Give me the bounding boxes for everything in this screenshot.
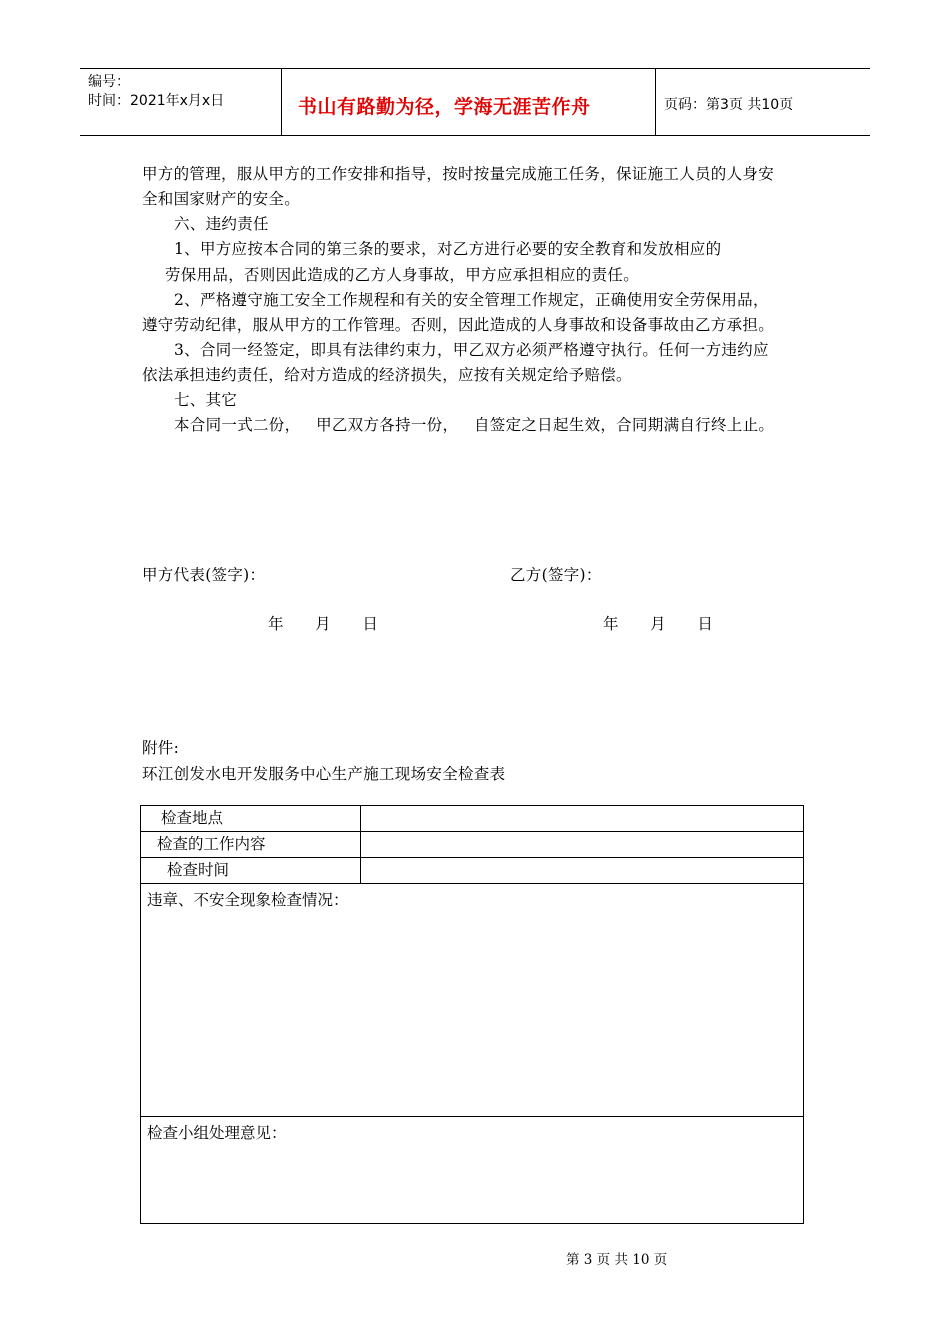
header-divider-right bbox=[655, 68, 656, 136]
body-line: 遵守劳动纪律，服从甲方的工作管理。否则，因此造成的人身事故和设备事故由乙方承担。 bbox=[142, 316, 775, 334]
inspection-work-content-label: 检查的工作内容 bbox=[141, 832, 361, 858]
table-row bbox=[141, 806, 804, 832]
inspection-location-value bbox=[361, 806, 804, 832]
body-line: 全和国家财产的安全。 bbox=[142, 190, 301, 208]
opinion-label: 检查小组处理意见： bbox=[147, 1124, 287, 1142]
body-line: 1、甲方应按本合同的第三条的要求，对乙方进行必要的安全教育和发放相应的 bbox=[174, 240, 722, 258]
section-heading-other: 七、其它 bbox=[174, 391, 238, 409]
table-row bbox=[141, 832, 804, 858]
party-a-date: 年 月 日 bbox=[268, 615, 379, 633]
body-line: 依法承担违约责任，给对方造成的经济损失，应按有关规定给予赔偿。 bbox=[142, 366, 632, 384]
inspection-location-label: 检查地点 bbox=[141, 806, 361, 832]
safety-inspection-table bbox=[140, 805, 804, 1224]
body-line: 劳保用品，否则因此造成的乙方人身事故，甲方应承担相应的责任。 bbox=[165, 266, 640, 284]
header-top-rule bbox=[80, 68, 870, 69]
section-heading-breach: 六、违约责任 bbox=[174, 215, 269, 233]
document-time-label: 时间：2021年x月x日 bbox=[88, 93, 225, 109]
inspection-time-value bbox=[361, 858, 804, 884]
party-a-signature-label: 甲方代表(签字)： bbox=[142, 566, 266, 584]
party-b-signature-label: 乙方(签字)： bbox=[510, 566, 602, 584]
page-footer: 第 3 页 共 10 页 bbox=[566, 1252, 668, 1268]
body-line: 3、合同一经签定，即具有法律约束力，甲乙双方必须严格遵守执行。任何一方违约应 bbox=[174, 341, 769, 359]
header-motto: 书山有路勤为径，学海无涯苦作舟 bbox=[298, 96, 591, 118]
inspection-time-label: 检查时间 bbox=[141, 858, 361, 884]
table-row bbox=[141, 884, 804, 1117]
body-line: 2、严格遵守施工安全工作规程和有关的安全管理工作规定，正确使用安全劳保用品， bbox=[174, 291, 769, 309]
attachment-label: 附件: bbox=[142, 739, 180, 757]
inspection-work-content-value bbox=[361, 832, 804, 858]
table-row bbox=[141, 1117, 804, 1224]
violations-label: 违章、不安全现象检查情况： bbox=[147, 891, 349, 909]
page-indicator: 页码：第3页 共10页 bbox=[664, 97, 794, 113]
header-bottom-rule bbox=[80, 135, 870, 136]
opinion-section bbox=[141, 1117, 804, 1224]
party-b-date: 年 月 日 bbox=[603, 615, 714, 633]
body-line: 甲方的管理，服从甲方的工作安排和指导，按时按量完成施工任务，保证施工人员的人身安 bbox=[142, 165, 775, 183]
header-divider-left bbox=[281, 68, 282, 136]
violations-section bbox=[141, 884, 804, 1117]
body-line: 本合同一式二份， 甲乙双方各持一份， 自签定之日起生效，合同期满自行终上止。 bbox=[174, 416, 775, 434]
attachment-title: 环江创发水电开发服务中心生产施工现场安全检查表 bbox=[142, 765, 506, 783]
table-row bbox=[141, 858, 804, 884]
document-number-label: 编号： bbox=[88, 74, 130, 90]
